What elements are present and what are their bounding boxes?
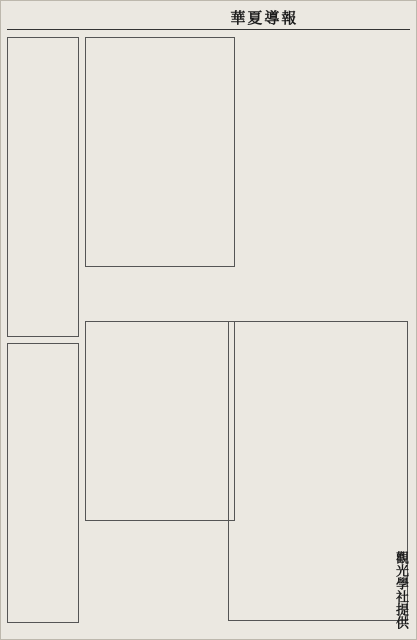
article-top-right	[298, 37, 408, 307]
masthead	[7, 5, 410, 30]
table-left-top	[7, 37, 79, 337]
table-left-bottom	[7, 343, 79, 623]
table-right-bottom	[228, 321, 408, 621]
table-mid-bottom	[85, 321, 235, 521]
table-mid-top	[85, 37, 235, 267]
masthead-title: 華夏導報	[230, 8, 299, 27]
credit: 觀光學社提供	[393, 551, 408, 629]
